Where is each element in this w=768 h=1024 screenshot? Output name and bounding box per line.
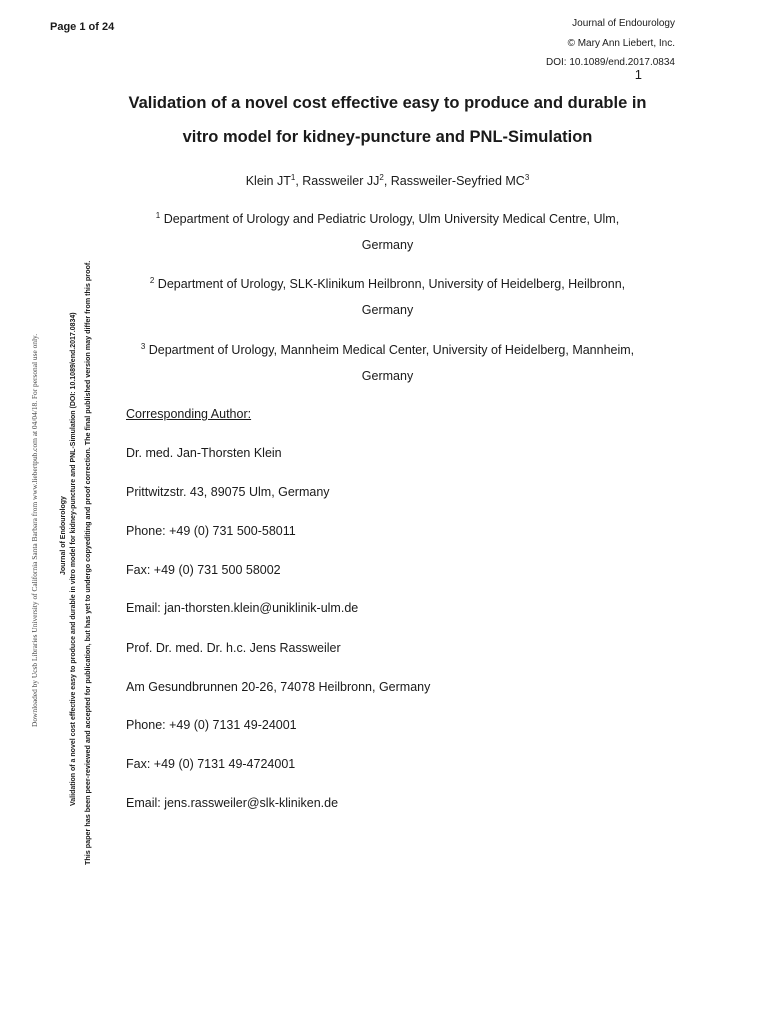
article-title [100, 86, 675, 154]
corresponding-author-heading: Corresponding Author: [126, 407, 252, 421]
affiliation-mark: 1 [155, 210, 161, 220]
affiliation-country: Germany [361, 238, 414, 252]
affiliation-2 [100, 271, 675, 323]
author-affiliation-mark: 2 [379, 172, 384, 182]
contact-name: Prof. Dr. med. Dr. h.c. Jens Rassweiler [126, 641, 341, 655]
author-list [100, 168, 675, 194]
contact-fax: Fax: +49 (0) 731 500 58002 [126, 563, 281, 577]
contact-name: Dr. med. Jan-Thorsten Klein [126, 446, 282, 460]
page-number: 1 [634, 67, 642, 82]
side-disclaimer: This paper has been peer-reviewed and accepted for publication, but has yet to undergo copyediting and proof correction. The final published version may differ from this proof. [83, 260, 92, 865]
author-affiliation-mark: 1 [290, 172, 296, 182]
affiliation-mark: 3 [140, 341, 146, 351]
author-affiliation-mark: 3 [524, 172, 530, 182]
side-journal-name: Journal of Endourology [60, 496, 67, 575]
author-name: Klein JT [245, 174, 291, 188]
contact-phone: Phone: +49 (0) 731 500-58011 [126, 524, 296, 538]
contact-email: Email: jens.rassweiler@slk-kliniken.de [126, 796, 339, 810]
title-line-2: vitro model for kidney-puncture and PNL-Simulation [182, 128, 593, 146]
contact-fax: Fax: +49 (0) 7131 49-4724001 [126, 757, 296, 771]
contact-address: Am Gesundbrunnen 20-26, 74078 Heilbronn, Germany [126, 680, 431, 694]
affiliation-text: Department of Urology, Mannheim Medical Center, University of Heidelberg, Mannheim, [145, 343, 635, 357]
affiliation-3 [100, 337, 675, 389]
author-name: Rassweiler-Seyfried MC [390, 174, 525, 188]
affiliation-country: Germany [361, 303, 414, 317]
author-separator: , [383, 174, 391, 188]
journal-name: Journal of Endourology [572, 18, 675, 29]
contact-address: Prittwitzstr. 43, 89075 Ulm, Germany [126, 485, 330, 499]
journal-header [546, 14, 675, 73]
affiliation-country: Germany [361, 369, 414, 383]
doi-line: DOI: 10.1089/end.2017.0834 [546, 57, 675, 68]
affiliation-1 [100, 206, 675, 258]
side-article-title: Validation of a novel cost effective easy to produce and durable in vitro model for kidney-puncture and PNL-Simulation (DOI: 10.1089/end.2017.0834) [70, 312, 77, 806]
contact-email: Email: jan-thorsten.klein@uniklinik-ulm.de [126, 601, 359, 615]
download-notice: Downloaded by Ucsb Libraries University of California Santa Barbara from www.liebertpub.com at 04/04/18. For personal use only. [30, 333, 39, 727]
contact-phone: Phone: +49 (0) 7131 49-24001 [126, 718, 297, 732]
page-label: Page 1 of 24 [50, 21, 115, 33]
affiliation-text: Department of Urology and Pediatric Urology, Ulm University Medical Centre, Ulm, [160, 212, 620, 226]
author-separator: , [295, 174, 303, 188]
title-line-1: Validation of a novel cost effective easy to produce and durable in [128, 94, 647, 112]
affiliation-mark: 2 [149, 275, 155, 285]
copyright-line: © Mary Ann Liebert, Inc. [567, 37, 675, 49]
affiliation-text: Department of Urology, SLK-Klinikum Heilbronn, University of Heidelberg, Heilbronn, [154, 277, 626, 291]
author-name: Rassweiler JJ [302, 174, 380, 188]
